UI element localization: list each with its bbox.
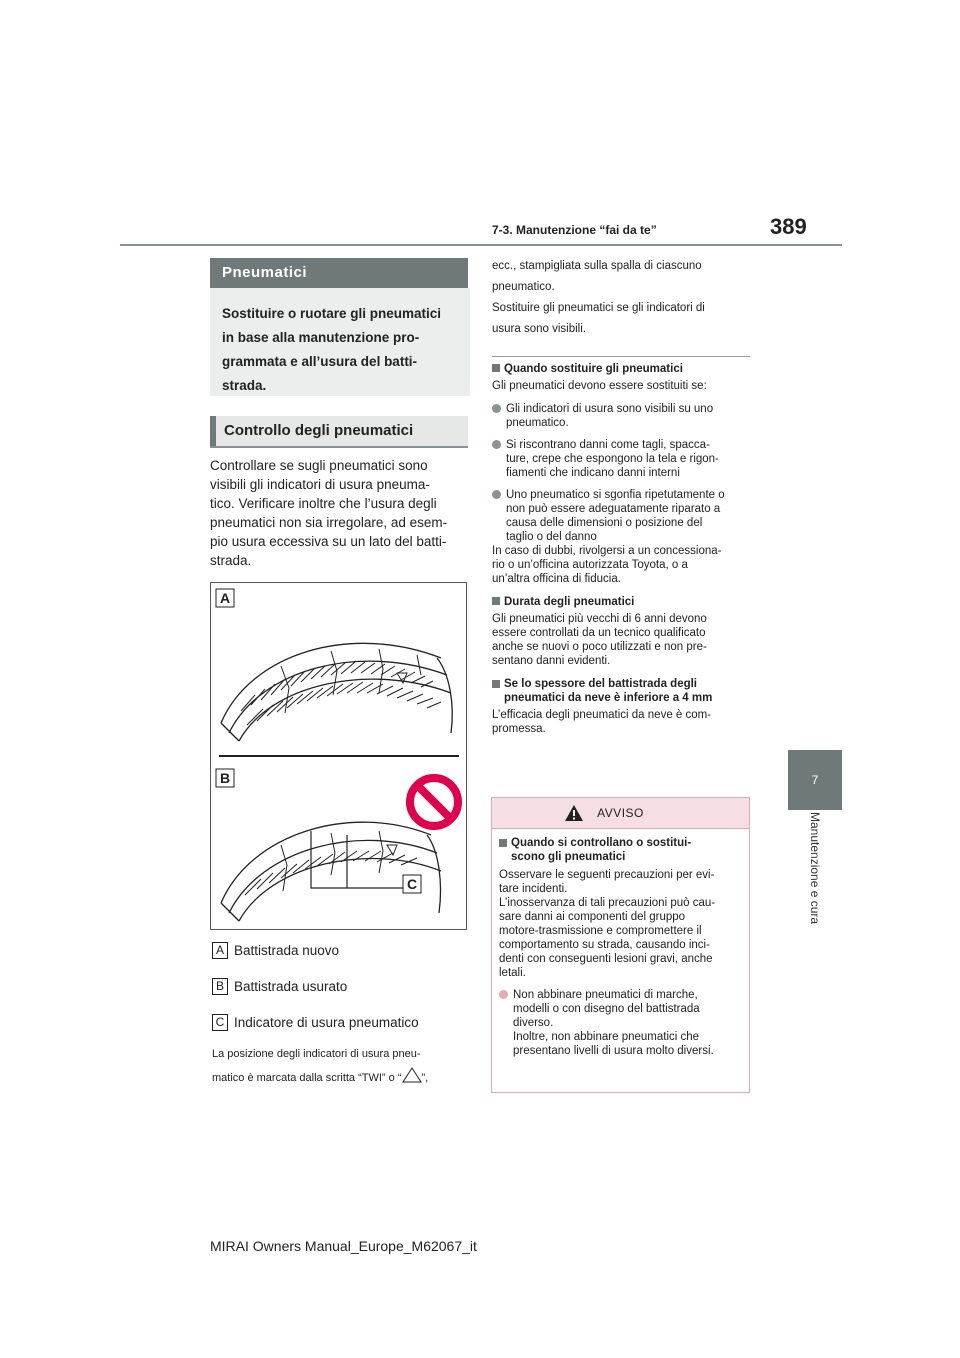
legend-key-c: C [212, 1014, 228, 1031]
section-heading-controllo: Controllo degli pneumatici [210, 416, 468, 446]
bullet-icon [492, 490, 501, 499]
chapter-tab-number: 7 [788, 750, 842, 810]
figure-label-c: C [406, 876, 418, 892]
header-rule [120, 244, 842, 246]
list-item: Si riscontrano danni come tagli, spacca- ture, crepe che espongono la tela e rigon- fiamenti che indicano danni interni [492, 438, 750, 480]
figure-label-b: B [219, 770, 231, 786]
tire-wear-figure [210, 582, 467, 930]
heading-rule [210, 446, 468, 448]
bullet-icon [492, 404, 501, 413]
legend-item-b: B Battistrada usurato [212, 978, 347, 995]
square-bullet-icon [499, 839, 507, 847]
warning-header [492, 798, 749, 829]
figure-label-a: A [219, 590, 231, 606]
worn-tire-drawing [221, 822, 441, 921]
legend-key-b: B [212, 978, 228, 995]
bullet-icon [499, 990, 508, 999]
prohibition-icon [410, 778, 458, 826]
col2-intro: ecc., stampigliata sulla spalla di ciascuno pneumatico. Sostituire gli pneumatici se gli indicatori di usura sono visibili. [492, 260, 705, 335]
legend-item-a: A Battistrada nuovo [212, 942, 339, 959]
triangle-icon [402, 1067, 422, 1083]
chapter-tab-label: Manutenzione e cura [808, 812, 822, 925]
when-replace-block: Quando sostituire gli pneumatici Gli pneumatici devono essere sostituiti se: Gli indicatori di usura sono visibili su uno pneumatico. Si riscontrano danni come tagli, spacca- ture, crepe che espongono la tela e rigon- fiamenti che indicano danni interni Uno pneumatico si sgonfia ripetutamente o non può essere adeguatamente riparato a causa delle dimensioni o posizione del taglio o del danno In caso di dubbi, rivolgersi a un concessiona- rio o un’officina autorizzata Toyota, o a un’altra officina di fiducia. Durata degli pneumatici Gli pneumatici più vecchi di 6 anni devono essere controllati da un tecnico qualificato anche se nuovi o poco utilizzati e non pre- sentano danni evidenti. Se lo spessore del battistrada degli pneumatici da neve è inferiore a 4 mm L’efficacia degli pneumatici da neve è com- promessa. [492, 362, 750, 736]
warning-body: Quando si controllano o sostitui- scono gli pneumatici Osservare le seguenti precauzioni per evi- tare incidenti. L’inosservanza di tali precauzioni può cau- sare danni ai componenti del gruppo motore-trasmissione e compromettere il comportamento su strada, causando inci- denti con conseguenti lesioni gravi, anche letali. Non abbinare pneumatici di marche, modelli o con disegno del battistrada diverso. Inoltre, non abbinare pneumatici che presentano livelli di usura molto diversi. [499, 836, 743, 1058]
tire-illustration [211, 583, 466, 929]
legend-key-a: A [212, 942, 228, 959]
list-item: Gli indicatori di usura sono visibili su uno pneumatico. [492, 402, 750, 430]
lead-box: Sostituire o ruotare gli pneumatici in base alla manutenzione pro- grammata e all’usura del batti- strada. [210, 288, 470, 396]
footer-manual-id: MIRAI Owners Manual_Europe_M62067_it [210, 1238, 477, 1254]
twi-note: La posizione degli indicatori di usura pneu- matico è marcata dalla scritta “TWI” o “ ”, [212, 1048, 429, 1084]
square-bullet-icon [492, 364, 500, 372]
warning-title: AVVISO [597, 806, 644, 820]
page-number: 389 [770, 214, 807, 239]
list-item: Uno pneumatico si sgonfia ripetutamente o non può essere adeguatamente riparato a causa delle dimensioni o posizione del taglio o del danno [492, 488, 750, 544]
square-bullet-icon [492, 680, 500, 688]
running-header-section: 7-3. Manutenzione “fai da te” [492, 223, 657, 237]
square-bullet-icon [492, 597, 500, 605]
list-item: Non abbinare pneumatici di marche, modelli o con disegno del battistrada diverso. Inoltre, non abbinare pneumatici che presentano livelli di usura molto diversi. [499, 988, 743, 1058]
section-heading-pneumatici: Pneumatici [210, 258, 468, 288]
legend-item-c: C Indicatore di usura pneumatico [212, 1014, 419, 1031]
new-tire-drawing [221, 643, 452, 741]
body-paragraph: Controllare se sugli pneumatici sono visibili gli indicatori di usura pneuma- tico. Verificare inoltre che l’usura degli pneumatici non sia irregolare, ad esem- pio usura eccessiva su un lato del batti- strada. [210, 458, 448, 568]
warning-box [491, 797, 750, 1093]
col2-separator [492, 356, 750, 357]
bullet-icon [492, 440, 501, 449]
